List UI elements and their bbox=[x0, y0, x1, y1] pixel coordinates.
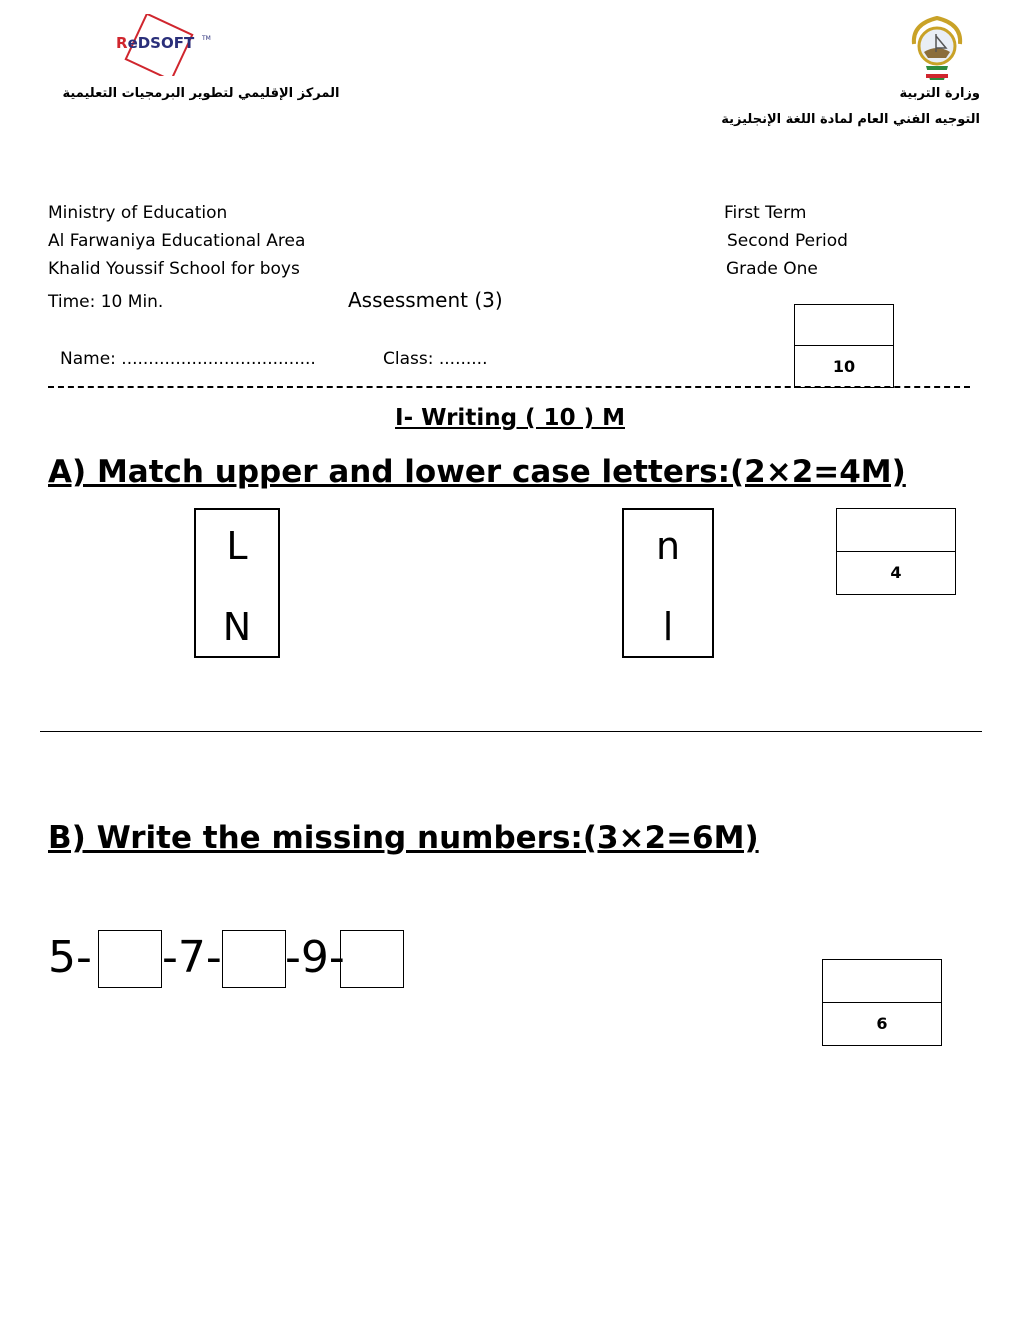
header-school: Khalid Youssif School for boys bbox=[48, 259, 300, 279]
part-a-heading: A) Match upper and lower case letters:(2×2=4M) bbox=[48, 454, 906, 490]
missing-number-box[interactable] bbox=[98, 930, 162, 988]
uppercase-letters-box bbox=[194, 508, 280, 658]
arabic-ministry: وزارة التربية bbox=[899, 86, 980, 101]
total-score-empty-cell[interactable] bbox=[795, 305, 893, 346]
part-a-score-box bbox=[836, 508, 956, 595]
part-b-score-empty-cell[interactable] bbox=[823, 960, 941, 1003]
class-field[interactable]: Class: ......... bbox=[383, 349, 488, 369]
sequence-number: 5- bbox=[48, 932, 92, 983]
header-area: Al Farwaniya Educational Area bbox=[48, 231, 306, 251]
total-score-box bbox=[794, 304, 894, 388]
sequence-number: -7- bbox=[162, 932, 222, 983]
missing-number-box[interactable] bbox=[222, 930, 286, 988]
ministry-emblem bbox=[906, 14, 968, 84]
arabic-directorate: التوجيه الفني العام لمادة اللغة الإنجليزية bbox=[721, 112, 980, 127]
header-period: Second Period bbox=[727, 231, 848, 251]
part-b-score-box bbox=[822, 959, 942, 1046]
lowercase-letter[interactable]: l bbox=[662, 605, 674, 649]
part-a-score-value: 4 bbox=[890, 563, 902, 583]
redsoft-logo bbox=[110, 14, 220, 76]
svg-text:TM: TM bbox=[202, 35, 211, 42]
assessment-title: Assessment (3) bbox=[348, 288, 503, 312]
header-time: Time: 10 Min. bbox=[48, 292, 164, 312]
arabic-center-name: المركز الإقليمي لتطوير البرمجيات التعليمية bbox=[62, 86, 340, 101]
redsoft-logo-text: ReDSOFT bbox=[116, 34, 195, 52]
part-a-score-empty-cell[interactable] bbox=[837, 509, 955, 552]
lowercase-letters-box bbox=[622, 508, 714, 658]
header-term: First Term bbox=[724, 203, 807, 223]
sequence-number: -9- bbox=[285, 932, 345, 983]
header-ministry: Ministry of Education bbox=[48, 203, 228, 223]
part-b-heading: B) Write the missing numbers:(3×2=6M) bbox=[48, 820, 759, 856]
missing-number-box[interactable] bbox=[340, 930, 404, 988]
part-b-score-value: 6 bbox=[876, 1014, 888, 1034]
section-title: I- Writing ( 10 ) M bbox=[395, 405, 625, 431]
total-score-value: 10 bbox=[832, 357, 856, 376]
uppercase-letter[interactable]: N bbox=[222, 605, 252, 649]
kuwait-emblem-icon bbox=[906, 14, 968, 84]
uppercase-letter[interactable]: L bbox=[226, 524, 248, 568]
lowercase-letter[interactable]: n bbox=[655, 524, 681, 568]
header-grade: Grade One bbox=[726, 259, 818, 279]
redsoft-logo-mark bbox=[110, 14, 220, 76]
name-field[interactable]: Name: .................................... bbox=[60, 349, 316, 369]
section-divider bbox=[40, 731, 982, 732]
dashed-divider bbox=[48, 386, 970, 388]
